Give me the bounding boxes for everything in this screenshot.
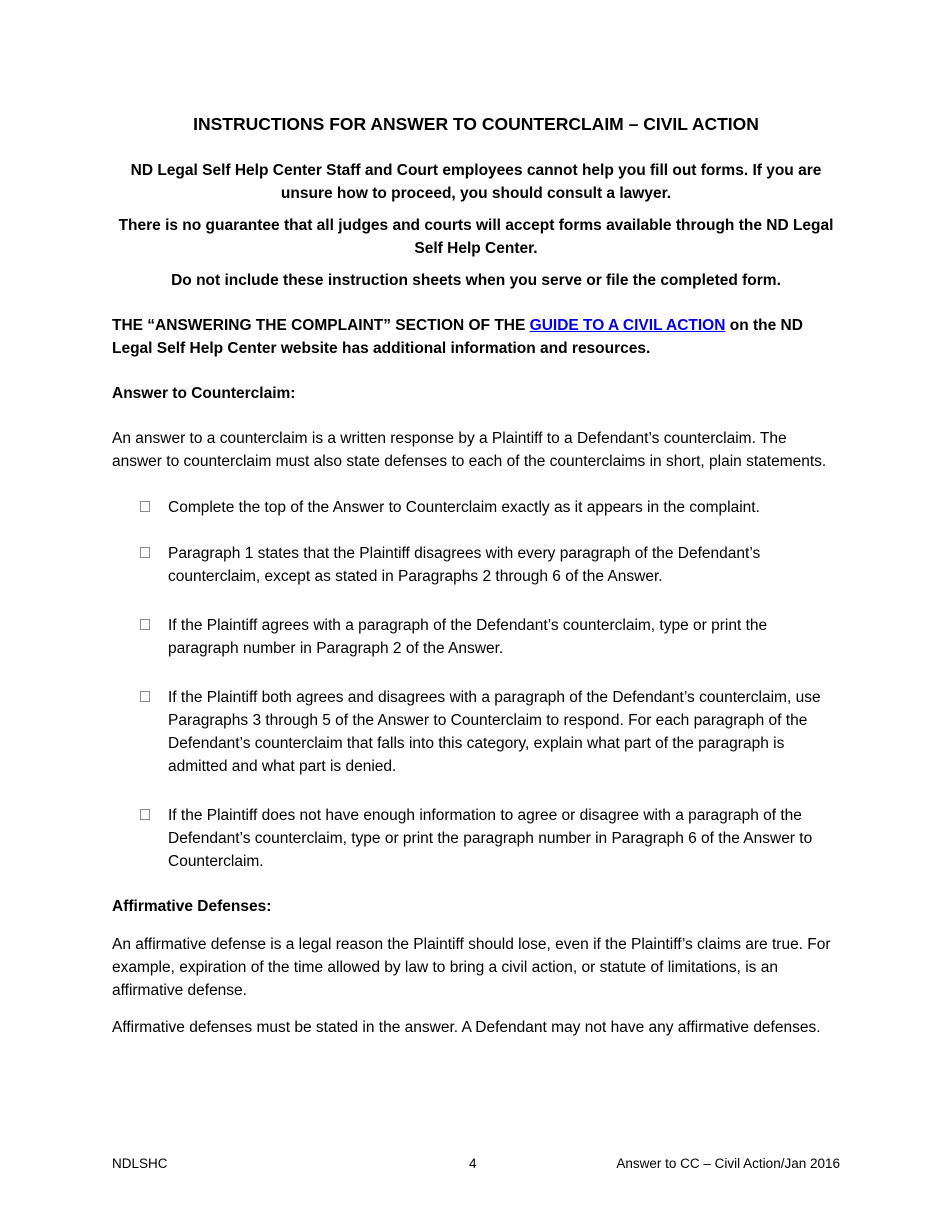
guide-link[interactable]: GUIDE TO A CIVIL ACTION	[529, 317, 726, 334]
checklist-item-text: If the Plaintiff agrees with a paragraph of the Defendant’s counterclaim, type or print the paragraph number in Paragraph 2 of the Answer.	[168, 617, 768, 657]
notice-guarantee: There is no guarantee that all judges and courts will accept forms available through the ND Legal Self Help Center.	[118, 217, 834, 257]
checklist-item-text: Complete the top of the Answer to Counterclaim exactly as it appears in the complaint.	[168, 499, 760, 516]
checklist-item-text: Paragraph 1 states that the Plaintiff disagrees with every paragraph of the Defendant’s counterclaim, except as stated in Paragraphs 2 through 6 of the Answer.	[168, 545, 761, 585]
checklist-item	[112, 614, 840, 660]
footer-right: Answer to CC – Civil Action/Jan 2016	[616, 1156, 840, 1171]
affirmative-para-2: Affirmative defenses must be stated in the answer. A Defendant may not have any affirmative defenses.	[112, 1019, 821, 1036]
guide-notice-suffix: on the ND Legal Self Help Center website has additional information and resources.	[112, 317, 803, 357]
checkbox-icon[interactable]	[140, 809, 150, 820]
document-page	[112, 112, 840, 1039]
answer-checklist	[112, 496, 840, 873]
checklist-item-text: If the Plaintiff both agrees and disagrees with a paragraph of the Defendant’s counterclaim, use Paragraphs 3 through 5 of the Answer to Counterclaim to respond. For each paragraph of the Defendant’s counterclaim that falls into this category, explain what part of the paragraph is admitted and what part is denied.	[168, 689, 821, 775]
checklist-item	[112, 804, 840, 873]
checkbox-icon[interactable]	[140, 619, 150, 630]
guide-notice	[112, 314, 840, 360]
footer-page-number: 4	[469, 1156, 477, 1171]
checklist-item-text: If the Plaintiff does not have enough information to agree or disagree with a paragraph of the Defendant’s counterclaim, type or print the paragraph number in Paragraph 6 of the Answer to Counterclaim.	[168, 807, 813, 870]
guide-notice-prefix: THE “ANSWERING THE COMPLAINT” SECTION OF THE	[112, 317, 530, 334]
checklist-item	[112, 686, 840, 778]
answer-intro: An answer to a counterclaim is a written response by a Plaintiff to a Defendant’s counterclaim. The answer to counterclaim must also state defenses to each of the counterclaims in short, plain statements.	[112, 430, 827, 470]
answer-heading: Answer to Counterclaim:	[112, 385, 296, 402]
document-title: INSTRUCTIONS FOR ANSWER TO COUNTERCLAIM – CIVIL ACTION	[193, 114, 759, 134]
checklist-item	[112, 542, 840, 588]
affirmative-heading: Affirmative Defenses:	[112, 898, 272, 915]
affirmative-para-1: An affirmative defense is a legal reason the Plaintiff should lose, even if the Plaintiff’s claims are true. For example, expiration of the time allowed by law to bring a civil action, or statute of limitations, is an affirmative defense.	[112, 936, 831, 999]
checkbox-icon[interactable]	[140, 691, 150, 702]
notice-instructions: Do not include these instruction sheets when you serve or file the completed form.	[171, 272, 781, 289]
footer-left: NDLSHC	[112, 1156, 168, 1171]
checklist-item	[112, 496, 840, 519]
notice-staff: ND Legal Self Help Center Staff and Court employees cannot help you fill out forms. If you are unsure how to proceed, you should consult a lawyer.	[130, 162, 822, 202]
checkbox-icon[interactable]	[140, 501, 150, 512]
checkbox-icon[interactable]	[140, 547, 150, 558]
